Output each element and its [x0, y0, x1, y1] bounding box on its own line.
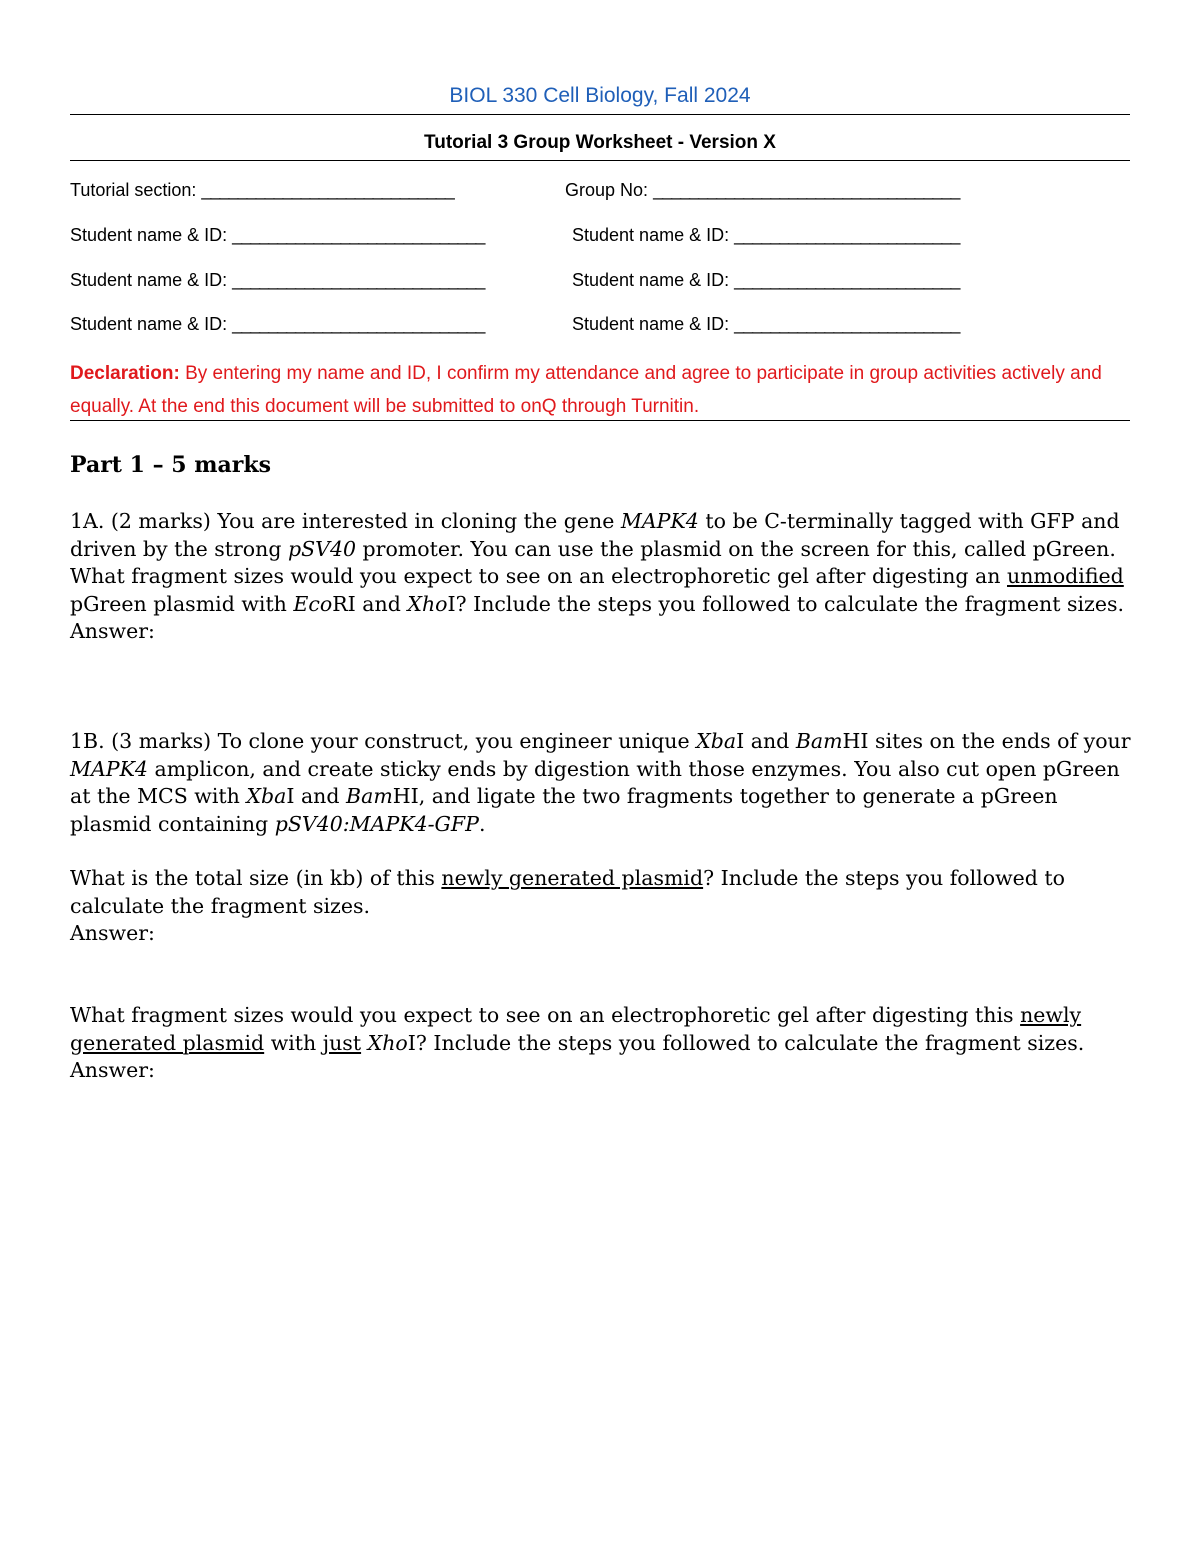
declaration — [70, 357, 1130, 423]
student-field[interactable]: _________________________ — [734, 225, 960, 245]
group-no-field[interactable]: __________________________________ — [653, 180, 960, 200]
student-field[interactable]: _________________________ — [734, 314, 960, 334]
tutorial-section-field[interactable]: ____________________________ — [201, 180, 454, 200]
student-field[interactable]: ____________________________ — [232, 270, 485, 290]
question-1a-text: 1A. (2 marks) You are interested in cloning the gene MAPK4 to be C-terminally tagged with GFP and driven by the strong pSV40 promoter. You can use the plasmid on the screen for this, called pGreen. — [70, 509, 1120, 561]
student-field[interactable]: ____________________________ — [232, 314, 485, 334]
question-1b-part-3 — [70, 1002, 1135, 1085]
answer-label-1b-size: Answer: — [70, 921, 155, 945]
form-row-students-3 — [70, 314, 1130, 335]
answer-label-1a: Answer: — [70, 619, 155, 643]
student-label: Student name & ID: — [70, 270, 228, 290]
course-title: BIOL 330 Cell Biology, Fall 2024 — [449, 84, 751, 107]
question-1b-part-2 — [70, 865, 1135, 948]
student-label: Student name & ID: — [572, 270, 730, 290]
student-field[interactable]: _________________________ — [734, 270, 960, 290]
tutorial-section-label: Tutorial section: — [70, 180, 197, 200]
declaration-text: By entering my name and ID, I confirm my attendance and agree to participate in group activities actively and equally. At the end this document will be submitted to onQ through Turnitin. — [70, 363, 1102, 417]
divider — [70, 114, 1130, 115]
question-1b-fragment-prompt: What fragment sizes would you expect to see on an electrophoretic gel after digesting this newly generated plasmid with just XhoI? Include the steps you followed to calculate the fragment sizes. — [70, 1003, 1085, 1055]
question-1b-size-prompt: What is the total size (in kb) of this newly generated plasmid? Include the steps you followed to calculate the fragment sizes. — [70, 866, 1065, 918]
question-1a — [70, 508, 1135, 646]
question-1b — [70, 728, 1135, 838]
student-label: Student name & ID: — [572, 225, 730, 245]
student-label: Student name & ID: — [572, 314, 730, 334]
student-field[interactable]: ____________________________ — [232, 225, 485, 245]
declaration-label: Declaration: — [70, 363, 180, 384]
form-row-tutorial — [70, 180, 1130, 201]
question-1b-text: 1B. (3 marks) To clone your construct, you engineer unique XbaI and BamHI sites on the ends of your MAPK4 amplicon, and create sticky ends by digestion with those enzymes. You also cut open pGreen at the MCS with XbaI and BamHI, and ligate the two fragments together to generate a pGreen plasmid containing pSV40:MAPK4-GFP. — [70, 729, 1131, 836]
part-1-heading: Part 1 – 5 marks — [70, 452, 271, 478]
student-label: Student name & ID: — [70, 225, 228, 245]
answer-label-1b-fragments: Answer: — [70, 1058, 155, 1082]
form-row-students-2 — [70, 270, 1130, 291]
student-label: Student name & ID: — [70, 314, 228, 334]
question-1a-prompt: What fragment sizes would you expect to see on an electrophoretic gel after digesting an unmodified pGreen plasmid with EcoRI and XhoI? Include the steps you followed to calculate the fragment sizes. — [70, 564, 1124, 616]
worksheet-title: Tutorial 3 Group Worksheet - Version X — [424, 132, 776, 153]
form-row-students-1 — [70, 225, 1130, 246]
group-no-label: Group No: — [565, 180, 649, 200]
divider — [70, 420, 1130, 421]
divider — [70, 160, 1130, 161]
